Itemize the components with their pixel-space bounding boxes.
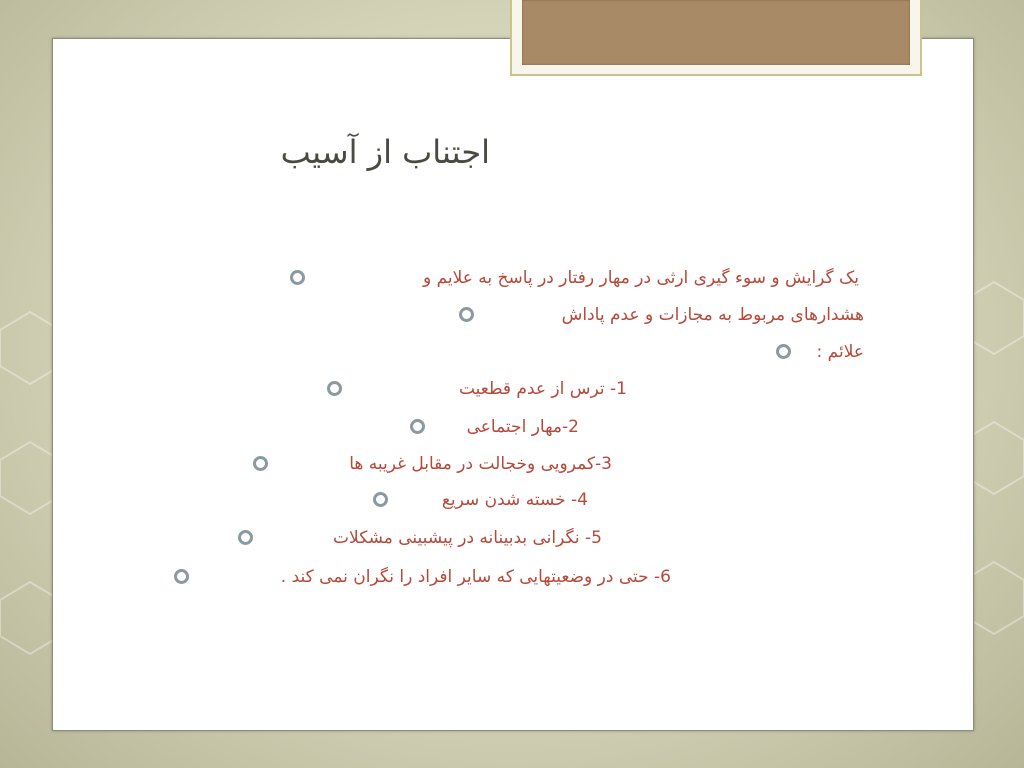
bullet-marker-icon — [410, 419, 425, 434]
bullet-marker-icon — [238, 530, 253, 545]
bullet-item-3: علائم : — [816, 342, 864, 362]
slide-title: اجتناب از آسیب — [280, 133, 490, 171]
bullet-marker-icon — [776, 344, 791, 359]
bullet-marker-icon — [459, 307, 474, 322]
bullet-item-7: 4- خسته شدن سریع — [441, 490, 588, 510]
bullet-item-1: یک گرایش و سوء گیری ارثی در مهار رفتار در پاسخ به علایم و — [422, 268, 859, 288]
bullet-item-9: 6- حتی در وضعیتهایی که سایر افراد را نگران نمی کند . — [280, 567, 671, 587]
bullet-marker-icon — [290, 270, 305, 285]
bullet-marker-icon — [253, 456, 268, 471]
bullet-item-8: 5- نگرانی بدبینانه در پیشبینی مشکلات — [333, 528, 602, 548]
bullet-item-5: 2-مهار اجتماعی — [466, 417, 579, 437]
bullet-item-4: 1- ترس از عدم قطعیت — [458, 379, 627, 399]
bullet-marker-icon — [327, 381, 342, 396]
bullet-item-6: 3-کمرویی وخجالت در مقابل غریبه ها — [349, 454, 612, 474]
header-photo-frame — [510, 0, 922, 76]
bullet-marker-icon — [174, 569, 189, 584]
header-photo — [522, 0, 910, 65]
bullet-marker-icon — [373, 492, 388, 507]
bullet-item-2: هشدارهای مربوط به مجازات و عدم پاداش — [561, 305, 864, 325]
